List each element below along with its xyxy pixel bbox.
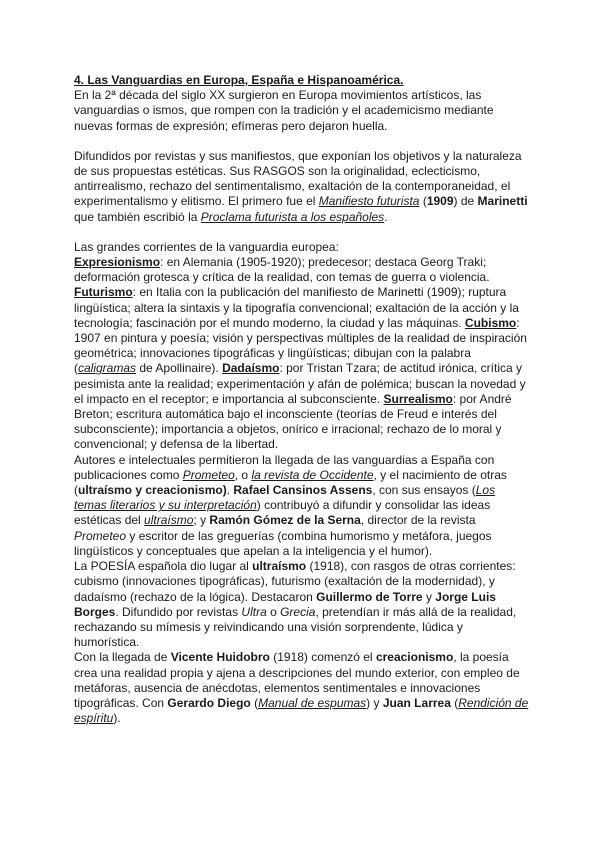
text-run: , pretendían ir más allá de la realidad, rechazando su mímesis y reivindicando una visión sorprendente, lúdica y humorística. [74,604,517,650]
term-surrealismo: Surrealismo [383,391,453,406]
text-run: : por André Breton; escritura automática bajo el inconsciente (teorías de Freud e interés del subconsciente); importancia a objetos, onírico e irracional; rechazo de lo moral y convencional; y defensa de la libertad. [74,391,512,452]
author-huidobro: Vicente Huidobro [170,650,270,665]
publication-prometeo: Prometeo [182,467,235,482]
author-juan-larrea: Juan Larrea [382,695,451,710]
text-run: , o [234,467,252,482]
text-run: : 1907 en pintura y poesía; visión y perspectivas múltiples de la realidad de inspiración geométrica; innovaciones tipográficas y lingüísticas; dibujan con la palabra ( [74,315,527,376]
text-run: ( [250,695,259,710]
term-cubismo: Cubismo [464,315,517,330]
publication-grecia: Grecia [280,604,316,619]
term-dadaismo: Dadaísmo [222,361,280,376]
text-run: , la poesía crea una realidad propia y ajena a descripciones del mundo exterior, con empleo de metáforas, ausencia de anécdotas, elementos sentimentales e innovaciones tipográficas. Con [74,650,520,710]
author-cansinos-assens: Rafael Cansinos Assens [233,483,373,498]
document-body [74,73,529,726]
text-run: ) y [366,695,383,710]
paragraph-manifiestos [74,149,529,225]
publication-revista-occidente: la revista de Occidente [251,467,374,482]
author-gerardo-diego: Gerardo Diego [167,695,251,710]
text-run: o [266,604,281,619]
text-run: , y el nacimiento de otras ( [74,467,507,498]
paragraph-corrientes [74,255,529,453]
term-caligramas: caligramas [78,361,137,376]
paragraph-gap [74,225,529,240]
term-creacionismo: creacionismo [375,650,454,665]
paragraph-creacionismo [74,650,529,726]
term-ultraismo-creacionismo: ultraísmo y creacionismo) [78,483,227,498]
paragraph-espana [74,453,529,559]
author-marinetti: Marinetti [477,194,528,209]
paragraph-intro: En la 2ª década del siglo XX surgieron en Europa movimientos artísticos, las vanguardias o ismos, que rompen con la tradición y el academicismo mediante nuevas formas de expresión; efímeras pero dejaron huella. [74,88,494,133]
text-run: (1918) comenzó el [269,650,376,665]
author-borges: Jorge Luis Borges [74,589,496,619]
work-manual-de-espumas: Manual de espumas [258,695,367,710]
text-run: La POESÍA española dio lugar al [74,559,253,574]
text-run: Con la llegada de [74,650,171,665]
term-ultraismo: ultraísmo [144,513,194,528]
text-run: ). [113,711,121,726]
paragraph-gap [74,134,529,149]
text-run: ( [450,695,459,710]
work-rendicion-de-espiritu: Rendición de espíritu [74,695,529,726]
text-run: ) contribuyó a difundir y consolidar las ideas estéticas del [74,498,491,528]
publication-ultra: Ultra [241,604,267,619]
proclama-futurista-title: Proclama futurista a los españoles [200,209,385,224]
essay-temas-literarios: Los temas literarios y su interpretación [74,483,496,513]
text-run: , con sus ensayos ( [372,483,476,498]
text-run: Autores e intelectuales permitieron la llegada de las vanguardias a España con publicaciones como [74,452,495,482]
text-run: , director de la revista [360,513,476,528]
text-run: . Difundido por revistas [115,604,242,619]
section-title: 4. Las Vanguardias en Europa, España e Hispanoamérica. [74,73,404,87]
text-run: y [422,589,436,604]
author-gomez-de-la-serna: Ramón Gómez de la Serna [209,513,361,528]
year-1909: 1909 [426,194,454,209]
text-run: : en Italia con la publicación del manifiesto de Marinetti (1909); ruptura lingüística; altera la sintaxis y la tipografía convencional; exaltación de la acción y la tecnología; fascinación por el mundo moderno, la ciudad y las máquinas. [74,285,519,330]
text-run: : en Alemania (1905-1920); predecesor; destaca Georg Traki; deformación grotesca y crítica de la realidad, con temas de guerra o violencia. [74,255,490,285]
text-run: ( [419,194,427,209]
text-run: (1918), con rasgos de otras corrientes: cubismo (innovaciones tipográficas), futurismo (exaltación de la modernidad), y dadaísmo (rechazo de la lógica). Destacaron [74,559,516,604]
text-run: . [226,483,234,498]
author-guillermo-de-torre: Guillermo de Torre [316,589,423,604]
text-run: : por Tristan Tzara; de actitud irónica, crítica y pesimista ante la realidad; experimentación y afán de polémica; buscan la novedad y el impacto en el receptor; e importancia al subconsciente. [74,361,526,406]
term-expresionismo: Expresionismo [74,255,161,270]
paragraph-corrientes-intro: Las grandes corrientes de la vanguardia europea: [74,239,339,254]
text-run: y escritor de las greguerías (combina humorismo y metáfora, juegos lingüísticos y conceptuales que apelan a la inteligencia y el humor). [74,528,492,558]
term-futurismo: Futurismo [74,285,133,300]
paragraph-poesia [74,559,529,650]
text-run: de Apollinaire). [136,361,223,376]
term-ultraismo: ultraísmo [252,559,307,574]
text-run: ; y [193,513,210,528]
text-run: . [384,209,388,224]
manifiesto-futurista-title: Manifiesto futurista [318,194,420,209]
text-run: ) de [453,194,478,209]
text-run: Difundidos por revistas y sus manifiestos, que exponían los objetivos y la naturaleza de sus propuestas estéticas. Sus RASGOS son la originalidad, eclecticismo, antirrealismo, rechazo del sentimentalismo, exaltación de la contemporaneidad, el experimentalismo y elitismo. El primero fue el [74,148,522,209]
text-run: que también escribió la [74,209,201,224]
publication-prometeo: Prometeo [74,528,127,543]
